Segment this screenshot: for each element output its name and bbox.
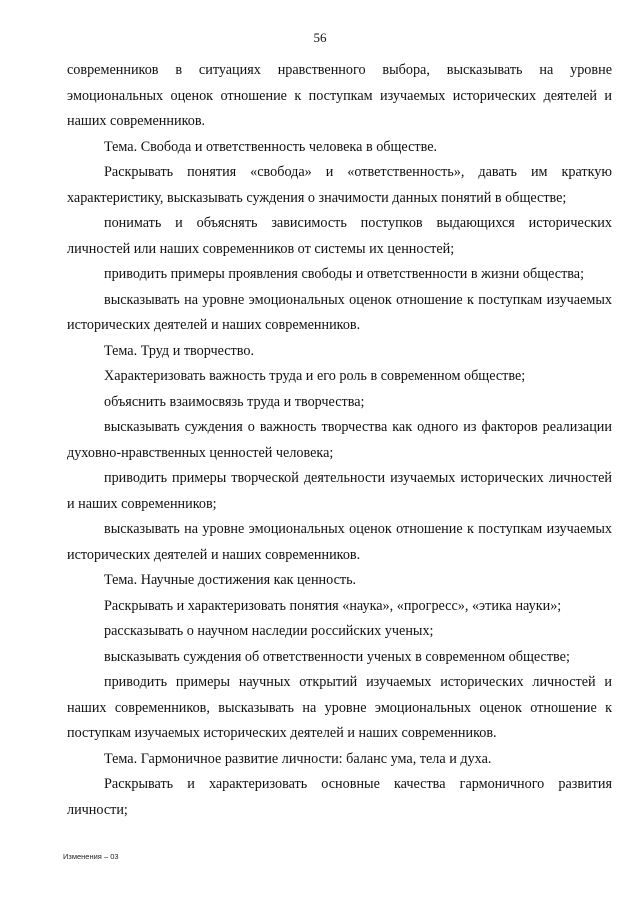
topic-heading: Тема. Научные достижения как ценность. bbox=[104, 572, 357, 588]
topic-heading: Тема. Труд и творчество. bbox=[104, 342, 254, 359]
paragraph: понимать и объяснять зависимость поступков выдающихся исторических личностей или наших современников от системы их ценностей; bbox=[67, 215, 612, 257]
paragraph: рассказывать о научном наследии российских ученых; bbox=[104, 623, 434, 639]
footer-revision-note: Изменения – 03 bbox=[63, 852, 119, 861]
paragraph: Раскрывать и характеризовать основные качества гармоничного развития личности; bbox=[67, 776, 612, 818]
page-number: 56 bbox=[313, 30, 327, 45]
paragraph: высказывать суждения о важность творчества как одного из факторов реализации духовно-нравственных ценностей человека; bbox=[67, 419, 612, 461]
paragraph: приводить примеры творческой деятельности изучаемых исторических личностей и наших современников; bbox=[67, 470, 612, 512]
paragraph: современников в ситуациях нравственного выбора, высказывать на уровне эмоциональных оценок отношение к поступкам изучаемых исторических деятелей и наших современников. bbox=[67, 62, 612, 129]
paragraph: объяснить взаимосвязь труда и творчества; bbox=[104, 393, 365, 410]
paragraph: приводить примеры научных открытий изучаемых исторических личностей и наших современников, высказывать на уровне эмоциональных оценок отношение к поступкам изучаемых исторических деятелей и наших современников. bbox=[67, 674, 612, 741]
topic-heading: Тема. Гармоничное развитие личности: баланс ума, тела и духа. bbox=[104, 750, 492, 767]
topic-heading: Тема. Свобода и ответственность человека в обществе. bbox=[104, 138, 438, 155]
paragraph: высказывать на уровне эмоциональных оценок отношение к поступкам изучаемых исторических деятелей и наших современников. bbox=[67, 521, 612, 563]
paragraph: Характеризовать важность труда и его роль в современном обществе; bbox=[104, 368, 526, 384]
paragraph: Раскрывать и характеризовать понятия «наука», «прогресс», «этика науки»; bbox=[104, 597, 562, 614]
document-body bbox=[67, 58, 612, 823]
paragraph: приводить примеры проявления свободы и ответственности в жизни общества; bbox=[104, 266, 585, 282]
paragraph: Раскрывать понятия «свобода» и «ответственность», давать им краткую характеристику, высказывать суждения о значимости данных понятий в обществе; bbox=[67, 164, 612, 206]
paragraph: высказывать суждения об ответственности ученых в современном обществе; bbox=[104, 648, 570, 665]
paragraph: высказывать на уровне эмоциональных оценок отношение к поступкам изучаемых исторических деятелей и наших современников. bbox=[67, 291, 612, 333]
